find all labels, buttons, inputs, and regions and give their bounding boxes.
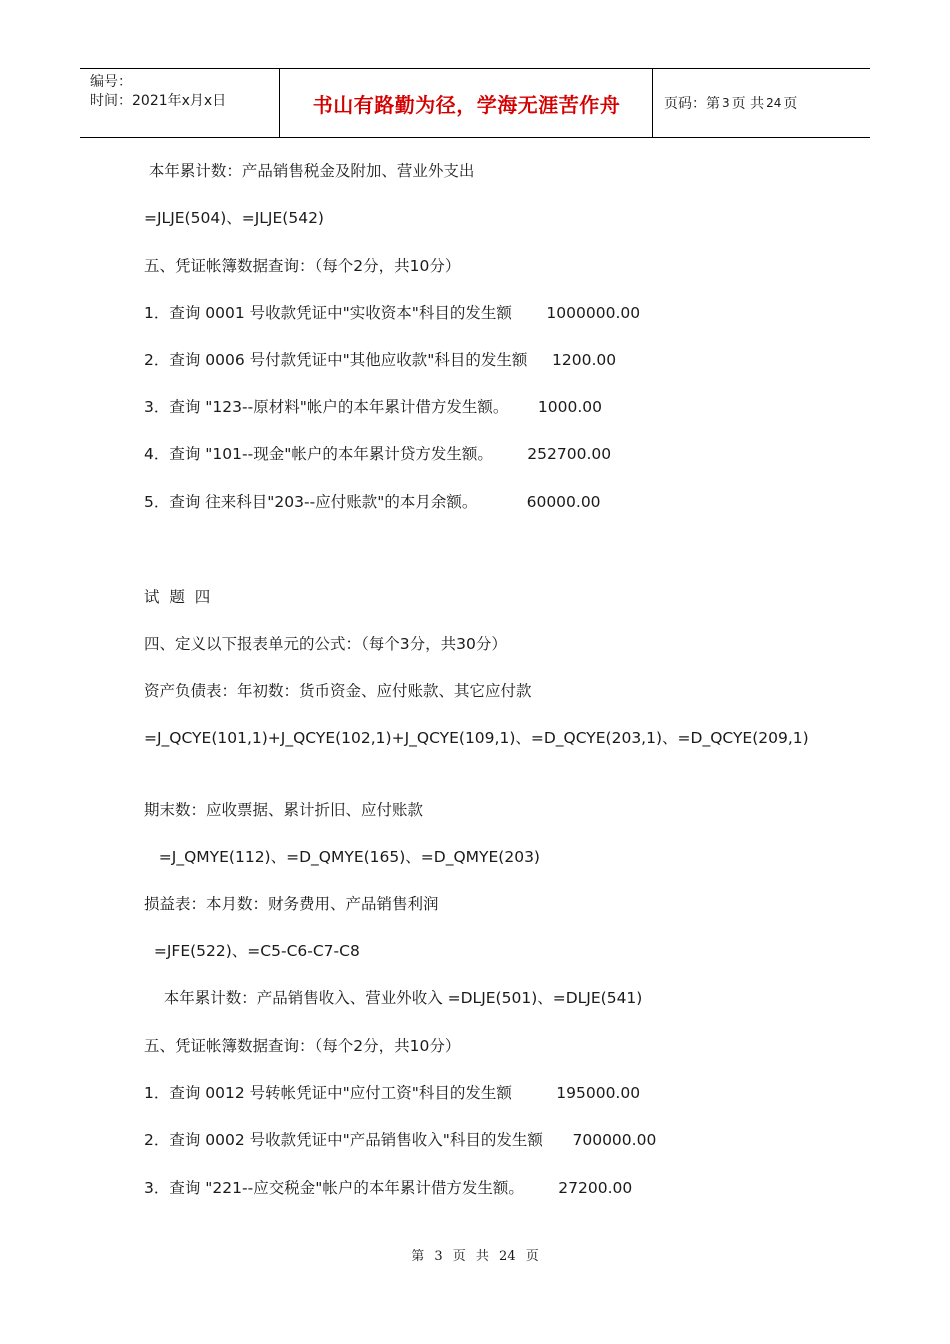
formula-line: 本年累计数：产品销售收入、营业外收入 =DLJE(501)、=DLJE(541) xyxy=(144,989,643,1007)
formula-line: =J_QMYE(112)、=D_QMYE(165)、=D_QMYE(203) xyxy=(144,848,540,866)
formula-line: =JFE(522)、=C5-C6-C7-C8 xyxy=(144,942,360,960)
exam-title: 试 题 四 xyxy=(144,588,211,606)
time-label: 时间：2021年x月x日 xyxy=(90,93,227,109)
page-prefix: 页码：第 xyxy=(664,96,720,112)
number-label: 编号： xyxy=(90,74,132,90)
header-page-info xyxy=(654,69,870,137)
section-heading: 四、定义以下报表单元的公式：（每个3分，共30分） xyxy=(144,635,507,653)
query-item: 5．查询 往来科目"203--应付账款"的本月余额。 60000.00 xyxy=(144,493,601,511)
section-heading: 五、凭证帐簿数据查询：（每个2分，共10分） xyxy=(144,1037,461,1055)
body-line: 期末数：应收票据、累计折旧、应付账款 xyxy=(144,801,424,819)
body-line: 损益表：本月数：财务费用、产品销售利润 xyxy=(144,895,439,913)
query-item: 2．查询 0002 号收款凭证中"产品销售收入"科目的发生额 700000.00 xyxy=(144,1131,657,1149)
body-line: =JLJE(504)、=JLJE(542) xyxy=(144,209,324,227)
body-line: 本年累计数：产品销售税金及附加、营业外支出 xyxy=(144,162,475,180)
query-item: 3．查询 "123--原材料"帐户的本年累计借方发生额。 1000.00 xyxy=(144,398,602,416)
formula-line: =J_QCYE(101,1)+J_QCYE(102,1)+J_QCYE(109,1)、=D_QCYE(203,1)、=D_QCYE(209,1) xyxy=(144,729,809,747)
query-item: 3．查询 "221--应交税金"帐户的本年累计借方发生额。 27200.00 xyxy=(144,1179,633,1197)
page-mid: 页 共 xyxy=(731,96,765,112)
header-motto: 书山有路勤为径，学海无涯苦作舟 xyxy=(281,69,653,137)
page-suffix: 页 xyxy=(783,96,798,112)
page-header xyxy=(80,68,870,138)
body-line: 资产负债表：年初数：货币资金、应付账款、其它应付款 xyxy=(144,682,532,700)
query-item: 1．查询 0001 号收款凭证中"实收资本"科目的发生额 1000000.00 xyxy=(144,304,641,322)
section-heading: 五、凭证帐簿数据查询：（每个2分，共10分） xyxy=(144,257,461,275)
page-total: 24 xyxy=(766,96,782,110)
page-current: 3 xyxy=(722,96,730,110)
query-item: 4．查询 "101--现金"帐户的本年累计贷方发生额。 252700.00 xyxy=(144,445,612,463)
query-item: 2．查询 0006 号付款凭证中"其他应收款"科目的发生额 1200.00 xyxy=(144,351,617,369)
query-item: 1．查询 0012 号转帐凭证中"应付工资"科目的发生额 195000.00 xyxy=(144,1084,641,1102)
header-info-cell xyxy=(80,69,280,137)
page-footer: 第 3 页 共 24 页 xyxy=(411,1249,539,1264)
